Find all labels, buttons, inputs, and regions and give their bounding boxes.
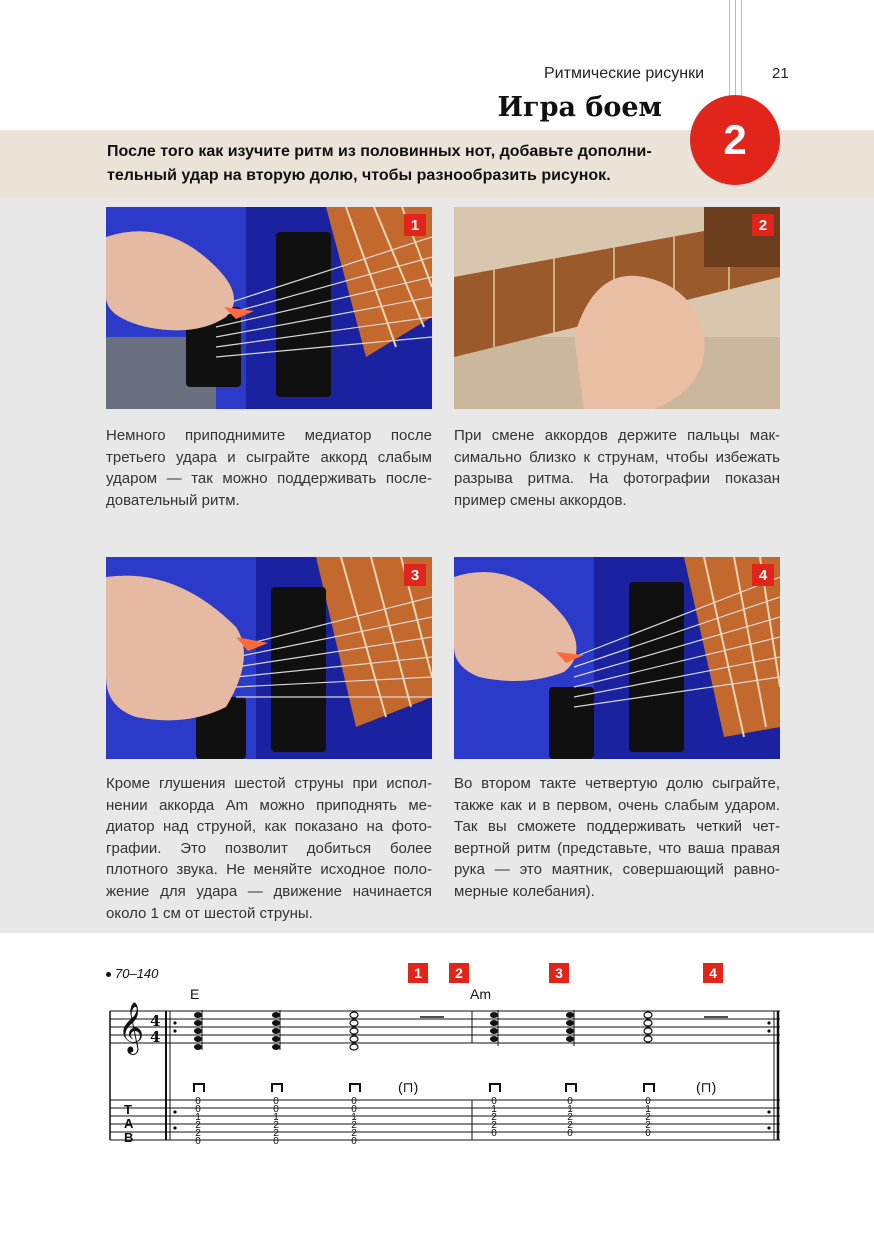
step-1-photo-image — [106, 207, 432, 409]
svg-text:0: 0 — [351, 1136, 357, 1147]
downstroke-icons — [194, 1084, 654, 1092]
intro-line-2: тельный удар на вторую долю, чтобы разнообразить рисунок. — [107, 167, 611, 184]
svg-text:2: 2 — [273, 1120, 279, 1131]
svg-text:0: 0 — [195, 1136, 201, 1147]
svg-text:1: 1 — [195, 1112, 201, 1123]
step-3-photo — [106, 557, 432, 759]
svg-text:2: 2 — [195, 1128, 201, 1139]
tempo-marking — [106, 966, 158, 981]
svg-text:0: 0 — [195, 1104, 201, 1115]
step-1-badge: 1 — [404, 214, 426, 236]
svg-text:1: 1 — [645, 1104, 651, 1115]
page-number: 21 — [772, 65, 789, 82]
tab-letter-b: B — [124, 1130, 134, 1145]
step-3-badge: 3 — [404, 564, 426, 586]
svg-text:2: 2 — [273, 1128, 279, 1139]
step-2-badge: 2 — [752, 214, 774, 236]
svg-text:0: 0 — [567, 1096, 573, 1107]
svg-text:0: 0 — [273, 1104, 279, 1115]
tab-letter-a: A — [124, 1116, 134, 1131]
section-title: Ритмические рисунки — [544, 65, 704, 82]
ghost-strum-2: (⊓) — [696, 1079, 717, 1095]
svg-text:0: 0 — [351, 1096, 357, 1107]
treble-clef-icon: 𝄞 — [118, 1002, 145, 1053]
chord-notes-e-2 — [272, 1010, 280, 1050]
svg-text:2: 2 — [351, 1120, 357, 1131]
svg-text:0: 0 — [195, 1096, 201, 1107]
chord-notes-am-1 — [490, 1010, 498, 1046]
chord-notes-am-2 — [566, 1010, 574, 1046]
svg-text:0: 0 — [645, 1128, 651, 1139]
step-2-caption: При смене аккордов держите пальцы мак-симально близко к струнам, чтобы избежать разрыва ритма. На фотографии показан пример смены аккордов. — [454, 427, 780, 509]
step-2-photo — [454, 207, 780, 409]
chapter-number-badge: 2 — [690, 95, 780, 185]
notation-step-1: 1 — [408, 963, 428, 983]
chord-notes-e-3 — [350, 1012, 358, 1050]
svg-text:2: 2 — [195, 1120, 201, 1131]
intro-text — [107, 140, 667, 188]
step-1-photo — [106, 207, 432, 409]
svg-text:2: 2 — [491, 1112, 497, 1123]
chord-name-e: E — [190, 986, 200, 1002]
step-4-caption: Во втором такте четвертую долю сыграйте, также как и в первом, очень слабым ударом. Так вы сможете поддерживать четкий чет-вертной ритм (представьте, что ваша правая рука — это маятник, совершающий равно-мерные колебания). — [454, 775, 780, 900]
svg-text:1: 1 — [351, 1112, 357, 1123]
time-signature-bottom: 4 — [150, 1028, 161, 1046]
svg-text:2: 2 — [645, 1120, 651, 1131]
svg-text:0: 0 — [273, 1136, 279, 1147]
step-2-photo-image — [454, 207, 780, 409]
notation-step-3: 3 — [549, 963, 569, 983]
svg-text:0: 0 — [491, 1128, 497, 1139]
step-4-photo — [454, 557, 780, 759]
notation-step-4: 4 — [703, 963, 723, 983]
chord-notes-e-1 — [194, 1010, 202, 1050]
svg-text:0: 0 — [351, 1104, 357, 1115]
svg-text:0: 0 — [491, 1096, 497, 1107]
svg-text:2: 2 — [351, 1128, 357, 1139]
tempo-value: 70–140 — [115, 966, 159, 981]
svg-text:2: 2 — [491, 1120, 497, 1131]
svg-text:1: 1 — [567, 1104, 573, 1115]
svg-text:1: 1 — [273, 1112, 279, 1123]
intro-line-1: После того как изучите ритм из половинных нот, добавьте дополни- — [107, 143, 652, 160]
tab-numbers — [195, 1096, 651, 1147]
notation-step-2: 2 — [449, 963, 469, 983]
step-3-photo-image — [106, 557, 432, 759]
svg-text:2: 2 — [567, 1112, 573, 1123]
chord-name-am: Am — [470, 986, 491, 1002]
time-signature-top: 4 — [150, 1012, 161, 1030]
svg-text:2: 2 — [645, 1112, 651, 1123]
notation-score — [100, 990, 790, 1160]
step-4-badge: 4 — [752, 564, 774, 586]
svg-text:0: 0 — [273, 1096, 279, 1107]
svg-text:0: 0 — [567, 1128, 573, 1139]
svg-text:2: 2 — [567, 1120, 573, 1131]
step-4-photo-image — [454, 557, 780, 759]
step-3-caption: Кроме глушения шестой струны при испол-нении аккорда Am можно приподнять ме-диатор над струной, как показано на фото-графии. Это позволит добиться более плотного звука. Не меняйте исходное поло-жение для удара — движение начинается около 1 см от шестой струны. — [106, 775, 432, 922]
quarter-note-icon — [106, 972, 111, 977]
svg-text:0: 0 — [645, 1096, 651, 1107]
ghost-strum-1: (⊓) — [398, 1079, 419, 1095]
tab-letter-t: T — [124, 1102, 132, 1117]
svg-text:1: 1 — [491, 1104, 497, 1115]
page-heading: Игра боем — [497, 92, 662, 123]
step-1-caption: Немного приподнимите медиатор после третьего удара и сыграйте аккорд слабым ударом — так можно поддерживать после-довательный ритм. — [106, 427, 432, 509]
